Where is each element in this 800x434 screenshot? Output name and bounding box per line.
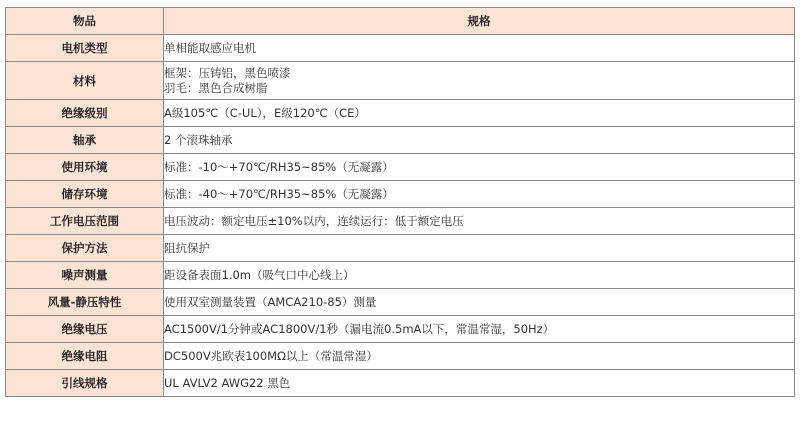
spec-table-container	[5, 7, 795, 397]
row-value	[164, 343, 795, 370]
table-row	[6, 262, 795, 289]
row-value	[164, 289, 795, 316]
table-row	[6, 181, 795, 208]
table-row	[6, 127, 795, 154]
row-label: 绝缘电阻	[6, 343, 164, 370]
row-label: 绝缘级别	[6, 100, 164, 127]
row-value-line: 距设备表面1.0m（吸气口中心线上）	[164, 267, 355, 282]
table-row	[6, 35, 795, 62]
row-label: 引线规格	[6, 370, 164, 397]
row-value-line: AC1500V/1分钟或AC1800V/1秒（漏电流0.5mA以下，常温常湿，50Hz）	[164, 321, 555, 336]
row-label: 使用环境	[6, 154, 164, 181]
header-spec: 规格	[164, 8, 795, 35]
row-value	[164, 370, 795, 397]
table-row	[6, 235, 795, 262]
row-value-line: 羽毛：黑色合成树脂	[164, 80, 268, 95]
row-value	[164, 181, 795, 208]
table-row	[6, 343, 795, 370]
row-label: 保护方法	[6, 235, 164, 262]
table-row	[6, 289, 795, 316]
row-value-line: 使用双室测量装置（AMCA210-85）测量	[164, 294, 377, 309]
row-value-line: 框架：压铸铝，黑色喷漆	[164, 65, 291, 80]
row-value-line: DC500V兆欧表100MΩ以上（常温常湿）	[164, 348, 378, 363]
row-value	[164, 100, 795, 127]
row-value-line: A级105℃（C-UL），E级120℃（CE）	[164, 105, 366, 120]
spec-table	[5, 7, 795, 397]
row-value	[164, 127, 795, 154]
row-value	[164, 154, 795, 181]
row-label: 工作电压范围	[6, 208, 164, 235]
row-value-line: 标准：-40～+70℃/RH35~85%（无凝露）	[164, 186, 394, 201]
row-value-line: 电压波动：额定电压±10%以内，连续运行：低于额定电压	[164, 213, 464, 228]
row-value-line: 标准：-10～+70℃/RH35~85%（无凝露）	[164, 159, 394, 174]
row-label: 噪声测量	[6, 262, 164, 289]
table-row	[6, 370, 795, 397]
row-value	[164, 35, 795, 62]
row-value	[164, 62, 795, 100]
row-label: 储存环境	[6, 181, 164, 208]
row-value	[164, 208, 795, 235]
row-label: 风量-静压特性	[6, 289, 164, 316]
table-row	[6, 316, 795, 343]
row-value	[164, 262, 795, 289]
row-value-line: UL AVLV2 AWG22 黑色	[164, 375, 291, 390]
row-value-line: 阻抗保护	[164, 240, 210, 255]
row-value	[164, 235, 795, 262]
table-row	[6, 100, 795, 127]
row-value-line: 单相能取感应电机	[164, 40, 256, 55]
row-label: 轴承	[6, 127, 164, 154]
table-header-row	[6, 8, 795, 35]
table-row	[6, 62, 795, 100]
row-label: 绝缘电压	[6, 316, 164, 343]
row-value-line: 2 个滚珠轴承	[164, 132, 233, 147]
row-label: 电机类型	[6, 35, 164, 62]
row-label: 材料	[6, 62, 164, 100]
header-item: 物品	[6, 8, 164, 35]
row-value	[164, 316, 795, 343]
table-row	[6, 154, 795, 181]
table-row	[6, 208, 795, 235]
